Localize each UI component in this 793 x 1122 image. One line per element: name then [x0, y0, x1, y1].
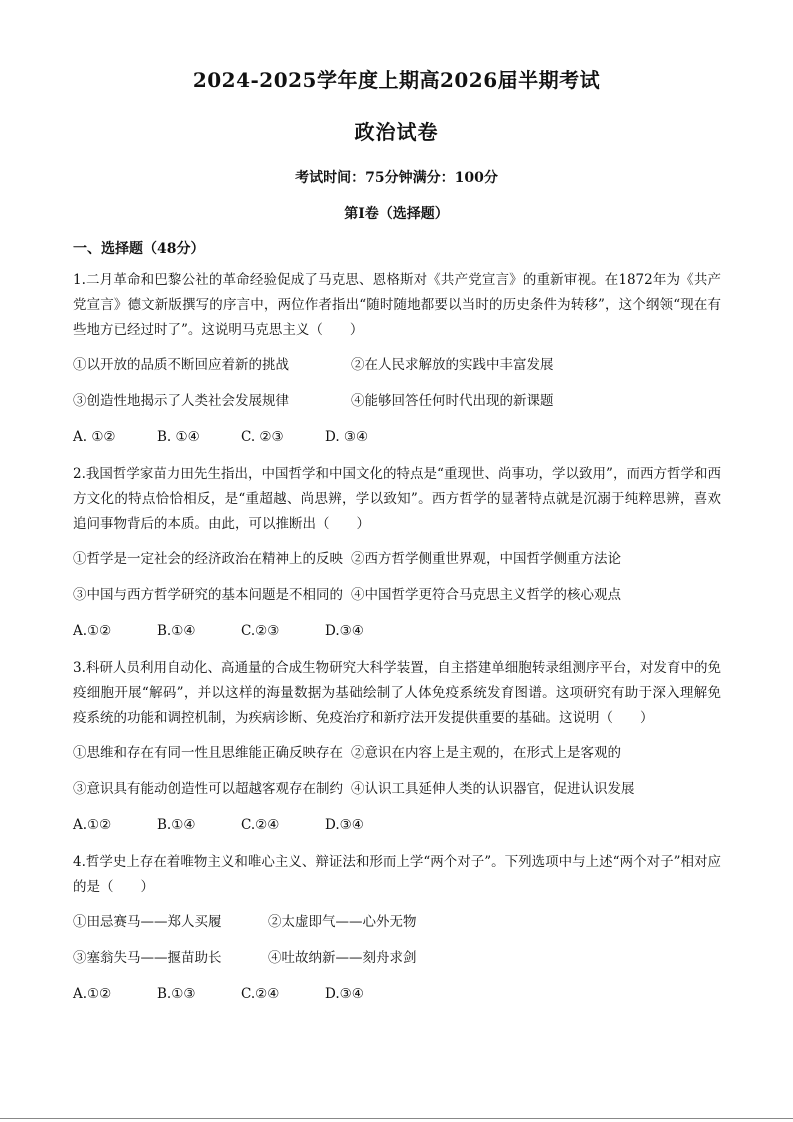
subject-title: 政治试卷 — [354, 120, 439, 144]
option-row — [73, 389, 721, 414]
choice-a: A.①② — [73, 623, 112, 639]
question-1 — [73, 268, 721, 450]
option-row — [73, 777, 721, 802]
option-3: ③中国与西方哲学研究的基本问题是不相同的 — [73, 587, 343, 603]
volume-title: 第I卷（选择题） — [344, 206, 449, 222]
choice-d: D. ③④ — [325, 429, 369, 445]
question-2 — [73, 462, 721, 644]
option-1: ①哲学是一定社会的经济政治在精神上的反映 — [73, 551, 343, 567]
question-options — [73, 741, 721, 838]
question-3 — [73, 656, 721, 838]
choice-a: A.①② — [73, 817, 112, 833]
option-2: ②西方哲学侧重世界观，中国哲学侧重方法论 — [351, 551, 621, 567]
option-1: ①思维和存在有同一性且思维能正确反映存在 — [73, 745, 343, 761]
section-title: 一、选择题（48分） — [73, 241, 205, 257]
option-2: ②意识在内容上是主观的，在形式上是客观的 — [351, 745, 621, 761]
choice-c: C. ②③ — [241, 429, 284, 445]
question-options — [73, 353, 721, 450]
option-row — [73, 910, 721, 935]
exam-title: 2024-2025学年度上期高2026届半期考试 — [192, 68, 601, 92]
exam-time-info: 考试时间：75分钟满分：100分 — [295, 170, 498, 186]
choice-a: A.①② — [73, 986, 112, 1002]
option-1: ①田忌赛马——郑人买履 — [73, 914, 222, 930]
question-options — [73, 910, 721, 1007]
answer-choices — [73, 982, 721, 1007]
question-stem: 2.我国哲学家苗力田先生指出，中国哲学和中国文化的特点是“重现世、尚事功，学以致用”，而西方哲学和西方文化的特点恰恰相反，是“重超越、尚思辨，学以致知”。西方哲学的显著特点就是沉溺于纯粹思辨，喜欢追问事物背后的本质。由此，可以推断出（ ） — [73, 466, 721, 532]
choice-c: C.②④ — [241, 817, 280, 833]
choice-d: D.③④ — [325, 817, 364, 833]
option-row — [73, 741, 721, 766]
option-1: ①以开放的品质不断回应着新的挑战 — [73, 357, 289, 373]
answer-choices — [73, 619, 721, 644]
option-row — [73, 353, 721, 378]
choice-b: B. ①④ — [157, 429, 200, 445]
choice-d: D.③④ — [325, 623, 364, 639]
question-stem: 4.哲学史上存在着唯物主义和唯心主义、辩证法和形而上学“两个对子”。下列选项中与上述“两个对子”相对应的是（ ） — [73, 854, 721, 895]
question-4 — [73, 850, 721, 1007]
page-bottom-divider — [0, 1118, 793, 1119]
option-3: ③意识具有能动创造性可以超越客观存在制约 — [73, 781, 343, 797]
answer-choices — [73, 813, 721, 838]
option-4: ④中国哲学更符合马克思主义哲学的核心观点 — [351, 587, 621, 603]
option-4: ④能够回答任何时代出现的新课题 — [351, 393, 554, 409]
option-3: ③创造性地揭示了人类社会发展规律 — [73, 393, 289, 409]
choice-d: D.③④ — [325, 986, 364, 1002]
option-row — [73, 946, 721, 971]
choice-b: B.①④ — [157, 817, 196, 833]
question-options — [73, 547, 721, 644]
option-4: ④吐故纳新——刻舟求剑 — [268, 950, 417, 966]
option-row — [73, 547, 721, 572]
choice-a: A. ①② — [73, 429, 116, 445]
option-2: ②在人民求解放的实践中丰富发展 — [351, 357, 554, 373]
option-2: ②太虚即气——心外无物 — [268, 914, 417, 930]
choice-b: B.①④ — [157, 623, 196, 639]
choice-b: B.①③ — [157, 986, 196, 1002]
question-stem: 3.科研人员利用自动化、高通量的合成生物研究大科学装置，自主搭建单细胞转录组测序平台，对发育中的免疫细胞开展“解码”，并以这样的海量数据为基础绘制了人体免疫系统发育图谱。这项研究有助于深入理解免疫系统的功能和调控机制，为疾病诊断、免疫治疗和新疗法开发提供重要的基础。这说明（ ） — [73, 660, 721, 726]
option-row — [73, 583, 721, 608]
question-stem: 1.二月革命和巴黎公社的革命经验促成了马克思、恩格斯对《共产党宣言》的重新审视。在1872年为《共产党宣言》德文新版撰写的序言中，两位作者指出“随时随地都要以当时的历史条件为转移”，这个纲领“现在有些地方已经过时了”。这说明马克思主义（ ） — [73, 272, 721, 338]
choice-c: C.②④ — [241, 986, 280, 1002]
option-4: ④认识工具延伸人类的认识器官，促进认识发展 — [351, 781, 635, 797]
choice-c: C.②③ — [241, 623, 280, 639]
option-3: ③塞翁失马——揠苗助长 — [73, 950, 222, 966]
answer-choices — [73, 425, 721, 450]
